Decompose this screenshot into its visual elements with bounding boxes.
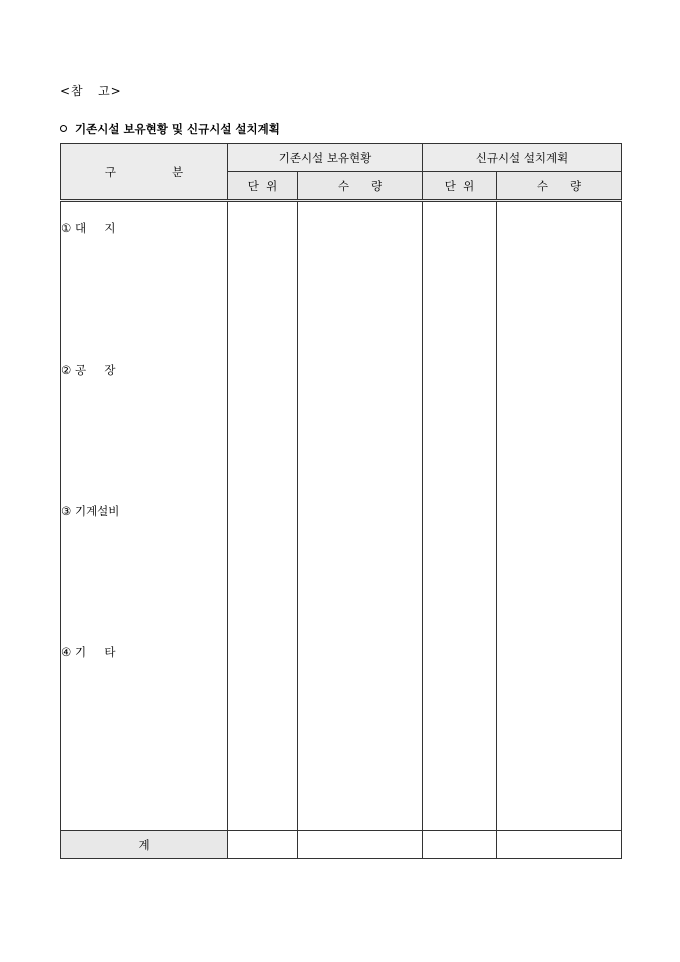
new-unit-header: 단 위 — [423, 172, 497, 201]
category-header-gu: 구 — [104, 164, 116, 179]
facility-table — [60, 143, 622, 859]
table-body-row — [61, 201, 622, 831]
existing-quantity-cell[interactable] — [298, 201, 423, 831]
list-item-factory: ② 공 장 — [61, 363, 116, 377]
total-row — [61, 831, 622, 859]
list-item-machinery: ③ 기계설비 — [61, 504, 120, 518]
total-label-cell: 계 — [61, 831, 228, 859]
existing-quantity-header: 수 량 — [298, 172, 423, 201]
total-new-unit-cell[interactable] — [423, 831, 497, 859]
section-title — [60, 121, 280, 137]
new-unit-cell[interactable] — [423, 201, 497, 831]
existing-unit-header: 단 위 — [228, 172, 298, 201]
existing-facilities-header: 기존시설 보유현황 — [228, 144, 423, 172]
total-existing-unit-cell[interactable] — [228, 831, 298, 859]
existing-unit-cell[interactable] — [228, 201, 298, 831]
section-title-text: 기존시설 보유현황 및 신규시설 설치계획 — [75, 122, 280, 136]
total-existing-quantity-cell[interactable] — [298, 831, 423, 859]
table-header-row-1 — [61, 144, 622, 172]
new-quantity-cell[interactable] — [497, 201, 622, 831]
category-list-cell — [61, 201, 228, 831]
circle-bullet-icon — [60, 125, 67, 132]
total-new-quantity-cell[interactable] — [497, 831, 622, 859]
new-facilities-header: 신규시설 설치계획 — [423, 144, 622, 172]
list-item-other: ④ 기 타 — [61, 645, 116, 659]
reference-label: <참 고> — [60, 84, 122, 98]
list-item-land: ① 대 지 — [61, 221, 116, 235]
new-quantity-header: 수 량 — [497, 172, 622, 201]
category-header-bun: 분 — [172, 164, 184, 179]
category-header-cell — [61, 144, 228, 201]
